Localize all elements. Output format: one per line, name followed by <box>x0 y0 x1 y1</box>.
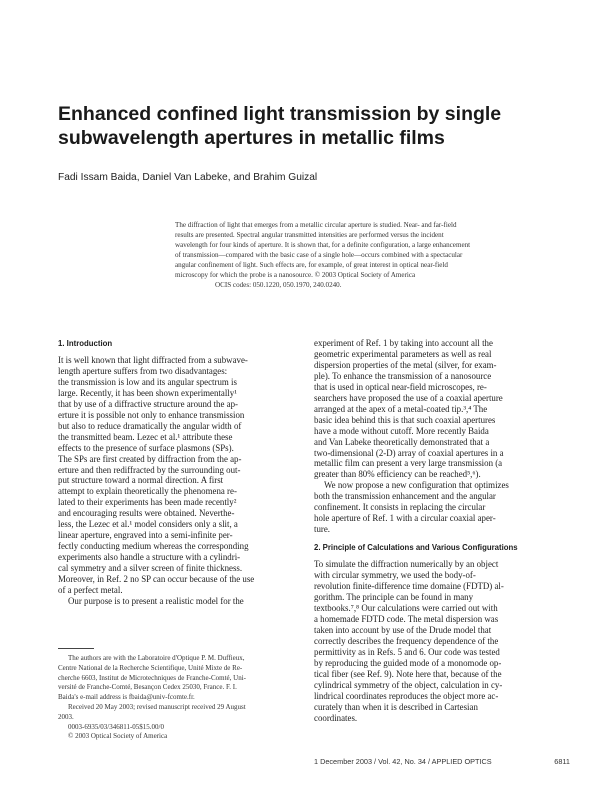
body-text-line: hole aperture of Ref. 1 with a circular coaxial aper- <box>314 513 496 524</box>
footnote-line: versité de Franche-Comté, Besançon Cedex 25030, France. F. I. <box>58 683 237 692</box>
body-text-line: effects to the presence of surface plasmons (SPs). <box>58 442 234 453</box>
article-title-line: Enhanced confined light transmission by single <box>58 103 502 125</box>
body-text-line: experiments also handle a structure with a cylindri- <box>58 552 241 563</box>
body-text-line: Our purpose is to present a realistic model for the <box>68 595 244 606</box>
footnote-line: © 2003 Optical Society of America <box>68 732 168 741</box>
body-text-line: linear aperture, engraved into a semi-infinite per- <box>58 530 233 541</box>
body-text-line: and Van Labeke theoretically demonstrated that a <box>314 436 490 447</box>
footnote-line: The authors are with the Laboratoire d'Optique P. M. Duffieux, <box>68 654 245 662</box>
footnote-line: Baida's e-mail address is fbaida@univ-fcomte.fr. <box>58 693 195 702</box>
body-text-line: tical fiber (see Ref. 9). Note here that, because of the <box>314 668 502 679</box>
body-text-line: of a perfect metal. <box>58 585 123 596</box>
body-text-line: dispersion properties of the metal (silver, for exam- <box>314 359 497 370</box>
body-text-line: ture. <box>314 524 331 535</box>
article-title <box>58 102 518 150</box>
body-text-line: put structure toward a normal direction. A first <box>58 475 224 486</box>
abstract-line: angular confinement of light. Such effects are, for example, of great interest in optical near-field <box>175 261 448 269</box>
body-text-line: revolution finite-difference time domaine (FDTD) al- <box>314 581 504 592</box>
abstract-line: results are presented. Spectral angular transmitted intensities are performed versus the incident <box>175 231 444 239</box>
body-text-line: two-dimensional (2-D) array of coaxial apertures in a <box>314 447 504 458</box>
section-heading: 1. Introduction <box>58 339 113 348</box>
body-text-line: coordinates. <box>314 712 358 723</box>
page-number: 6811 <box>554 757 570 766</box>
body-text-line: lated to their experiments has been made recently² <box>58 497 237 508</box>
body-text-line: that is used in optical near-field microscopes, re- <box>314 381 487 392</box>
body-text-line: confinement. It consists in replacing the circular <box>314 502 486 513</box>
body-text-line: geometric experimental parameters as well as real <box>314 348 492 359</box>
body-text-line: large. Recently, it has been shown experimentally¹ <box>58 387 237 398</box>
body-text-line: cylindrical symmetry of the object, calculation in cy- <box>314 679 503 690</box>
body-text-line: have a mode without cutoff. More recently Baida <box>314 425 489 436</box>
body-text-line: greater than 80% efficiency can be reached⁵,⁶). <box>314 469 481 480</box>
body-text-line: but also to reduce dramatically the angular width of <box>58 420 242 431</box>
article-title-line: subwavelength apertures in metallic films <box>58 127 445 149</box>
body-text-line: Moreover, in Ref. 2 no SP can occur because of the use <box>58 574 255 585</box>
body-text-line: searchers have proposed the use of a coaxial aperture <box>314 392 503 403</box>
body-text-line: ple). To enhance the transmission of a nanosource <box>314 370 492 381</box>
body-text-line: by reproducing the guided mode of a monomode op- <box>314 657 502 668</box>
ocis-codes: OCIS codes: 050.1220, 050.1970, 240.0240. <box>215 281 342 289</box>
body-text-line: a homemade FDTD code. The metal dispersion was <box>314 613 499 624</box>
body-text-line: To simulate the diffraction numerically by an object <box>314 559 499 570</box>
body-text-line: the transmitted beam. Lezec et al.¹ attribute these <box>58 431 233 442</box>
left-text-column <box>58 338 298 607</box>
body-text-line: arranged at the apex of a metal-coated tip.³,⁴ The <box>314 403 488 414</box>
body-text-line: correctly describes the frequency dependence of the <box>314 635 499 646</box>
footnote-line: Received 20 May 2003; revised manuscript received 29 August <box>68 702 246 711</box>
section-heading: 2. Principle of Calculations and Various Configurations <box>314 543 518 553</box>
body-text-line: The SPs are first created by diffraction from the ap- <box>58 453 242 464</box>
body-text-line: basic idea behind this is that such coaxial apertures <box>314 414 496 425</box>
section-spacer <box>314 535 554 542</box>
body-text-line: taken into account by use of the Drude model that <box>314 624 492 635</box>
body-text-line: gorithm. The principle can be found in many <box>314 592 474 603</box>
footnote-divider <box>58 648 94 649</box>
body-text-line: erture it is possible not only to enhance transmission <box>58 409 245 420</box>
body-text-line: textbooks.⁷,⁸ Our calculations were carried out with <box>314 602 498 613</box>
body-text-line: metallic film can present a very large transmission (a <box>314 458 503 469</box>
body-text-line: both the transmission enhancement and the angular <box>314 491 496 502</box>
abstract-line: microscopy for which the probe is a nanosource. © 2003 Optical Society of America <box>175 271 416 279</box>
abstract-line: The diffraction of light that emerges from a metallic circular aperture is studied. Near- and far-field <box>175 221 457 229</box>
footnote-line: Centre National de la Recherche Scientifique, Unité Mixte de Re- <box>58 663 243 672</box>
body-text-line: length aperture suffers from two disadvantages: <box>58 365 228 376</box>
body-text-line: permittivity as in Refs. 5 and 6. Our code was tested <box>314 646 500 657</box>
author-footnote <box>58 654 298 742</box>
body-text-line: erture and then rediffracted by the surrounding out- <box>58 464 241 475</box>
journal-citation: 1 December 2003 / Vol. 42, No. 34 / APPLIED OPTICS <box>314 757 492 766</box>
running-footer <box>314 757 570 766</box>
body-text-line: that by use of a diffractive structure around the ap- <box>58 398 238 409</box>
body-text-line: cal symmetry and a silver screen of finite thickness. <box>58 563 243 574</box>
abstract <box>175 220 550 290</box>
body-text-line: fectly conducting medium whereas the corresponding <box>58 541 249 552</box>
author-list: Fadi Issam Baida, Daniel Van Labeke, and Brahim Guizal <box>58 172 318 183</box>
body-text-line: with circular symmetry, we used the body-of- <box>314 570 476 581</box>
abstract-line: wavelength for four kinds of aperture. It is shown that, for a definite configuration, a large enhancement <box>175 241 471 249</box>
abstract-line: of transmission—compared with the basic case of a single hole—occurs combined with a spectacular <box>175 251 463 259</box>
body-text-line: We now propose a new configuration that optimizes <box>324 480 509 491</box>
right-text-column <box>314 338 554 723</box>
footnote-line: 0003-6935/03/346811-05$15.00/0 <box>68 722 164 731</box>
footnote-line: 2003. <box>58 712 74 721</box>
body-text-line: lindrical coordinates reproduces the object more ac- <box>314 690 499 701</box>
body-text-line: and encouraging results were obtained. Neverthe- <box>58 508 235 519</box>
footnote-line: cherche 6603, Institut de Microtechniques de Franche-Comté, Uni- <box>58 673 246 682</box>
body-text-line: the transmission is low and its angular spectrum is <box>58 376 237 387</box>
body-text-line: experiment of Ref. 1 by taking into account all the <box>314 338 493 348</box>
body-text-line: less, the Lezec et al.¹ model considers only a slit, a <box>58 519 238 530</box>
body-text-line: It is well known that light diffracted from a subwave- <box>58 355 248 365</box>
body-text-line: curately than when it is described in Cartesian <box>314 701 478 712</box>
body-text-line: attempt to explain theoretically the phenomena re- <box>58 486 237 497</box>
